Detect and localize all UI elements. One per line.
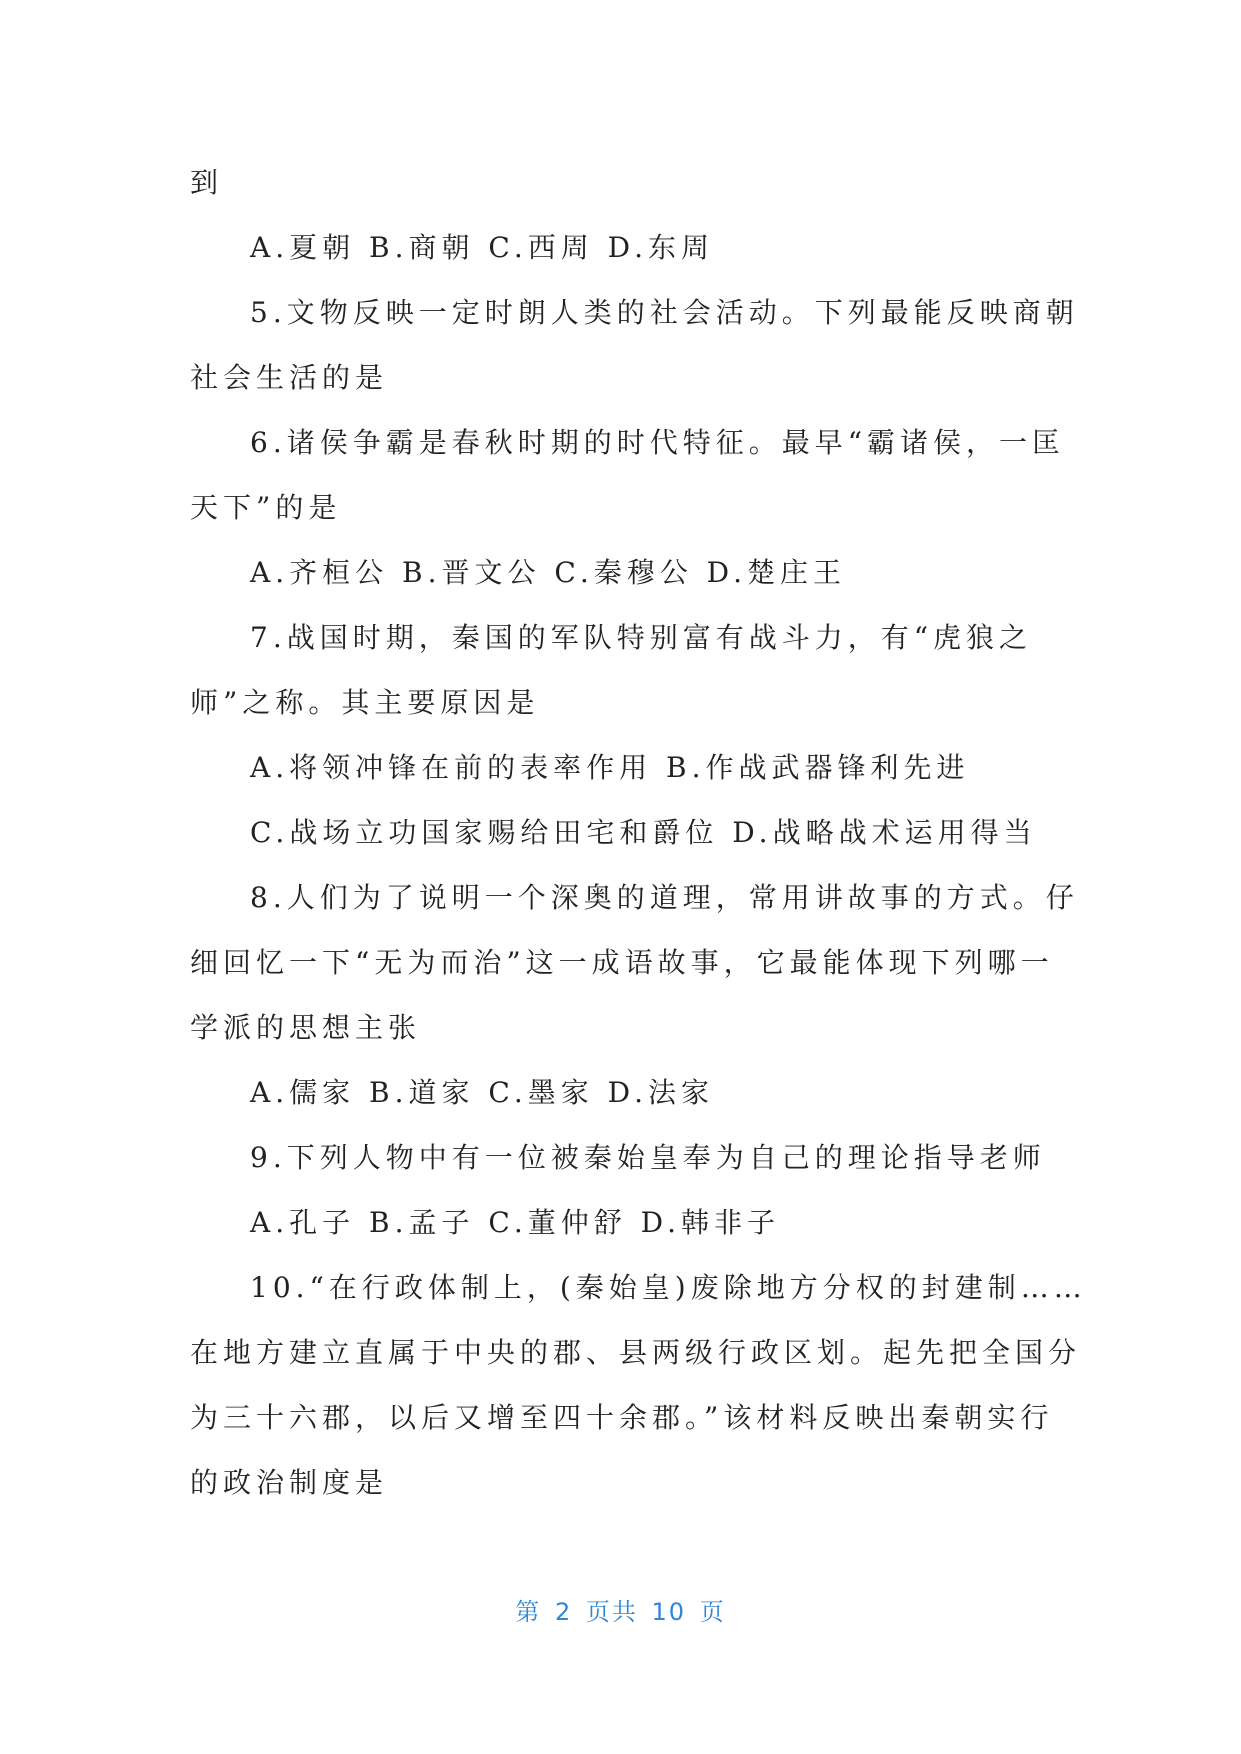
footer-suffix: 页 xyxy=(699,1598,726,1626)
text-line: 在地方建立直属于中央的郡、县两级行政区划。起先把全国分 xyxy=(190,1336,1082,1369)
text-line: 师”之称。其主要原因是 xyxy=(190,686,540,719)
footer-page-number: 2 xyxy=(554,1598,573,1626)
text-line: 的政治制度是 xyxy=(190,1466,389,1499)
text-line: 8.人们为了说明一个深奥的道理，常用讲故事的方式。仔 xyxy=(250,881,1079,914)
text-line: 7.战国时期，秦国的军队特别富有战斗力，有“虎狼之 xyxy=(250,621,1033,654)
text-line: 为三十六郡，以后又增至四十余郡。”该材料反映出秦朝实行 xyxy=(190,1401,1054,1434)
document-body xyxy=(190,150,1087,1515)
text-line: A.将领冲锋在前的表率作用 B.作战武器锋利先进 xyxy=(250,751,970,784)
page-footer xyxy=(0,1592,1241,1627)
text-line: 9.下列人物中有一位被秦始皇奉为自己的理论指导老师 xyxy=(250,1141,1046,1174)
text-line: 到 xyxy=(190,166,224,199)
text-line: 天下”的是 xyxy=(190,491,342,524)
text-line: 5.文物反映一定时朗人类的社会活动。下列最能反映商朝 xyxy=(250,296,1079,329)
text-line: A.夏朝 B.商朝 C.西周 D.东周 xyxy=(250,231,714,264)
text-line: 学派的思想主张 xyxy=(190,1011,422,1044)
text-line: A.孔子 B.孟子 C.董仲舒 D.韩非子 xyxy=(250,1206,780,1239)
text-line: 10.“在行政体制上，(秦始皇)废除地方分权的封建制…… xyxy=(250,1271,1087,1304)
footer-middle: 页共 xyxy=(585,1598,638,1626)
text-line: A.儒家 B.道家 C.墨家 D.法家 xyxy=(250,1076,714,1109)
text-line: 社会生活的是 xyxy=(190,361,389,394)
footer-prefix: 第 xyxy=(515,1598,542,1626)
text-line: 细回忆一下“无为而治”这一成语故事，它最能体现下列哪一 xyxy=(190,946,1054,979)
text-line: A.齐桓公 B.晋文公 C.秦穆公 D.楚庄王 xyxy=(250,556,846,589)
footer-total-pages: 10 xyxy=(651,1598,687,1626)
text-line: C.战场立功国家赐给田宅和爵位 D.战略战术运用得当 xyxy=(250,816,1037,849)
text-line: 6.诸侯争霸是春秋时期的时代特征。最早“霸诸侯，一匡 xyxy=(250,426,1066,459)
